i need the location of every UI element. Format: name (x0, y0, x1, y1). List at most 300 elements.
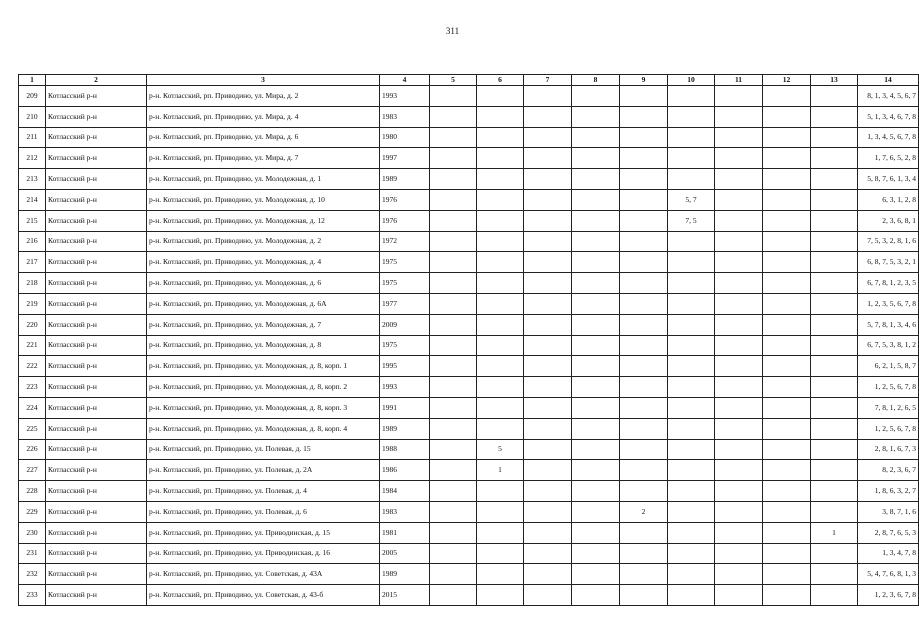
cell-col-5 (430, 293, 477, 314)
cell-year: 1988 (380, 439, 430, 460)
cell-col-7 (524, 522, 572, 543)
cell-col-5 (430, 397, 477, 418)
cell-col-8 (572, 189, 620, 210)
cell-col-9 (620, 460, 668, 481)
cell-row-number: 221 (19, 335, 46, 356)
cell-col-10 (668, 543, 715, 564)
table-row (19, 522, 919, 543)
cell-district: Котласский р-н (46, 377, 147, 398)
cell-col-12 (763, 231, 811, 252)
column-header-4: 4 (380, 75, 430, 86)
cell-year: 1975 (380, 335, 430, 356)
cell-col-6 (477, 189, 524, 210)
cell-col-7 (524, 273, 572, 294)
cell-col-12 (763, 335, 811, 356)
cell-col-12 (763, 522, 811, 543)
cell-row-number: 220 (19, 314, 46, 335)
cell-address: р-н. Котласский, рп. Приводино, ул. Молодежная, д. 8, корп. 3 (147, 397, 380, 418)
cell-col-13 (811, 356, 858, 377)
cell-col-14: 1, 7, 6, 5, 2, 8 (858, 148, 919, 169)
cell-row-number: 215 (19, 210, 46, 231)
cell-district: Котласский р-н (46, 460, 147, 481)
table-row (19, 252, 919, 273)
cell-col-13 (811, 273, 858, 294)
cell-col-13 (811, 189, 858, 210)
cell-col-9 (620, 231, 668, 252)
cell-col-13 (811, 439, 858, 460)
cell-col-10: 5, 7 (668, 189, 715, 210)
cell-district: Котласский р-н (46, 106, 147, 127)
cell-row-number: 217 (19, 252, 46, 273)
cell-col-9 (620, 314, 668, 335)
cell-col-13 (811, 293, 858, 314)
cell-col-7 (524, 127, 572, 148)
cell-district: Котласский р-н (46, 189, 147, 210)
cell-address: р-н. Котласский, рп. Приводино, ул. Молодежная, д. 8, корп. 1 (147, 356, 380, 377)
cell-address: р-н. Котласский, рп. Приводино, ул. Полевая, д. 4 (147, 481, 380, 502)
cell-col-6 (477, 293, 524, 314)
cell-col-12 (763, 564, 811, 585)
cell-col-9: 2 (620, 501, 668, 522)
cell-col-11 (715, 273, 763, 294)
cell-col-10 (668, 314, 715, 335)
cell-year: 1980 (380, 127, 430, 148)
cell-col-10 (668, 522, 715, 543)
cell-address: р-н. Котласский, рп. Приводино, ул. Полевая, д. 15 (147, 439, 380, 460)
cell-col-13: 1 (811, 522, 858, 543)
cell-col-6 (477, 418, 524, 439)
cell-col-10: 7, 5 (668, 210, 715, 231)
cell-row-number: 209 (19, 86, 46, 107)
cell-col-11 (715, 189, 763, 210)
cell-col-7 (524, 314, 572, 335)
cell-col-5 (430, 127, 477, 148)
cell-col-9 (620, 543, 668, 564)
cell-address: р-н. Котласский, рп. Приводино, ул. Молодежная, д. 1 (147, 169, 380, 190)
table-row (19, 543, 919, 564)
cell-col-7 (524, 293, 572, 314)
cell-col-8 (572, 293, 620, 314)
column-header-5: 5 (430, 75, 477, 86)
cell-col-6 (477, 356, 524, 377)
cell-year: 2005 (380, 543, 430, 564)
cell-col-6 (477, 481, 524, 502)
cell-row-number: 210 (19, 106, 46, 127)
cell-col-11 (715, 169, 763, 190)
cell-col-11 (715, 106, 763, 127)
cell-col-11 (715, 418, 763, 439)
cell-col-13 (811, 127, 858, 148)
cell-col-11 (715, 543, 763, 564)
cell-col-8 (572, 377, 620, 398)
cell-address: р-н. Котласский, рп. Приводино, ул. Советская, д. 43-б (147, 585, 380, 606)
cell-address: р-н. Котласский, рп. Приводино, ул. Мира, д. 2 (147, 86, 380, 107)
cell-col-10 (668, 335, 715, 356)
cell-col-12 (763, 86, 811, 107)
table-row (19, 189, 919, 210)
cell-col-11 (715, 148, 763, 169)
cell-district: Котласский р-н (46, 522, 147, 543)
cell-row-number: 233 (19, 585, 46, 606)
column-header-2: 2 (46, 75, 147, 86)
table-row (19, 127, 919, 148)
cell-col-12 (763, 481, 811, 502)
cell-row-number: 222 (19, 356, 46, 377)
cell-col-7 (524, 564, 572, 585)
cell-col-7 (524, 231, 572, 252)
table-row (19, 273, 919, 294)
table-row (19, 106, 919, 127)
cell-col-14: 1, 2, 5, 6, 7, 8 (858, 377, 919, 398)
cell-year: 1989 (380, 169, 430, 190)
cell-col-11 (715, 293, 763, 314)
cell-address: р-н. Котласский, рп. Приводино, ул. Молодежная, д. 6А (147, 293, 380, 314)
cell-year: 1975 (380, 252, 430, 273)
cell-year: 1993 (380, 86, 430, 107)
column-header-14: 14 (858, 75, 919, 86)
cell-col-7 (524, 189, 572, 210)
cell-col-8 (572, 585, 620, 606)
cell-district: Котласский р-н (46, 231, 147, 252)
cell-col-14: 8, 2, 3, 6, 7 (858, 460, 919, 481)
cell-col-13 (811, 418, 858, 439)
cell-row-number: 218 (19, 273, 46, 294)
cell-col-14: 1, 3, 4, 5, 6, 7, 8 (858, 127, 919, 148)
cell-col-9 (620, 564, 668, 585)
cell-col-5 (430, 501, 477, 522)
cell-district: Котласский р-н (46, 273, 147, 294)
cell-year: 1991 (380, 397, 430, 418)
cell-col-13 (811, 335, 858, 356)
cell-col-7 (524, 418, 572, 439)
cell-col-9 (620, 252, 668, 273)
cell-col-6 (477, 397, 524, 418)
cell-col-9 (620, 522, 668, 543)
cell-col-13 (811, 481, 858, 502)
cell-col-6 (477, 252, 524, 273)
cell-col-11 (715, 252, 763, 273)
cell-address: р-н. Котласский, рп. Приводино, ул. Полевая, д. 6 (147, 501, 380, 522)
cell-col-11 (715, 127, 763, 148)
cell-col-8 (572, 335, 620, 356)
cell-year: 1993 (380, 377, 430, 398)
cell-col-5 (430, 439, 477, 460)
cell-year: 1983 (380, 501, 430, 522)
cell-district: Котласский р-н (46, 397, 147, 418)
cell-row-number: 213 (19, 169, 46, 190)
cell-col-12 (763, 418, 811, 439)
cell-col-13 (811, 397, 858, 418)
cell-col-12 (763, 293, 811, 314)
cell-col-12 (763, 585, 811, 606)
cell-col-6 (477, 86, 524, 107)
cell-col-8 (572, 273, 620, 294)
cell-col-10 (668, 231, 715, 252)
cell-year: 1986 (380, 460, 430, 481)
cell-district: Котласский р-н (46, 543, 147, 564)
cell-col-10 (668, 460, 715, 481)
cell-col-7 (524, 377, 572, 398)
cell-col-13 (811, 460, 858, 481)
cell-col-8 (572, 439, 620, 460)
cell-col-9 (620, 481, 668, 502)
column-header-10: 10 (668, 75, 715, 86)
table-row (19, 86, 919, 107)
cell-col-10 (668, 86, 715, 107)
cell-district: Котласский р-н (46, 439, 147, 460)
cell-col-11 (715, 397, 763, 418)
table-row (19, 418, 919, 439)
cell-col-12 (763, 377, 811, 398)
cell-col-11 (715, 460, 763, 481)
table-row (19, 314, 919, 335)
column-header-9: 9 (620, 75, 668, 86)
cell-col-10 (668, 585, 715, 606)
cell-col-8 (572, 106, 620, 127)
cell-col-5 (430, 543, 477, 564)
register-table (18, 74, 919, 606)
table-row (19, 169, 919, 190)
cell-col-7 (524, 106, 572, 127)
table-body (19, 86, 919, 606)
cell-col-7 (524, 86, 572, 107)
cell-col-6 (477, 564, 524, 585)
column-header-7: 7 (524, 75, 572, 86)
cell-col-5 (430, 585, 477, 606)
cell-col-13 (811, 106, 858, 127)
cell-col-8 (572, 169, 620, 190)
cell-col-6 (477, 335, 524, 356)
cell-address: р-н. Котласский, рп. Приводино, ул. Мира, д. 6 (147, 127, 380, 148)
table-row (19, 356, 919, 377)
cell-row-number: 225 (19, 418, 46, 439)
column-header-12: 12 (763, 75, 811, 86)
cell-col-11 (715, 501, 763, 522)
cell-col-5 (430, 564, 477, 585)
cell-col-9 (620, 273, 668, 294)
table-row (19, 501, 919, 522)
cell-col-11 (715, 585, 763, 606)
cell-district: Котласский р-н (46, 210, 147, 231)
cell-year: 2015 (380, 585, 430, 606)
cell-col-10 (668, 127, 715, 148)
cell-col-14: 6, 7, 5, 3, 8, 1, 2 (858, 335, 919, 356)
cell-col-10 (668, 439, 715, 460)
cell-col-8 (572, 481, 620, 502)
cell-col-14: 1, 2, 3, 5, 6, 7, 8 (858, 293, 919, 314)
cell-col-5 (430, 335, 477, 356)
cell-year: 1984 (380, 481, 430, 502)
cell-col-8 (572, 501, 620, 522)
cell-col-5 (430, 481, 477, 502)
cell-col-11 (715, 356, 763, 377)
cell-year: 1977 (380, 293, 430, 314)
table-row (19, 585, 919, 606)
cell-address: р-н. Котласский, рп. Приводино, ул. Молодежная, д. 7 (147, 314, 380, 335)
cell-col-5 (430, 169, 477, 190)
cell-row-number: 230 (19, 522, 46, 543)
cell-address: р-н. Котласский, рп. Приводино, ул. Молодежная, д. 10 (147, 189, 380, 210)
column-header-8: 8 (572, 75, 620, 86)
cell-col-5 (430, 189, 477, 210)
page-number: 311 (445, 26, 460, 36)
cell-col-8 (572, 86, 620, 107)
cell-col-5 (430, 273, 477, 294)
column-header-3: 3 (147, 75, 380, 86)
cell-col-11 (715, 439, 763, 460)
cell-col-6 (477, 377, 524, 398)
cell-col-13 (811, 377, 858, 398)
cell-col-12 (763, 169, 811, 190)
cell-district: Котласский р-н (46, 169, 147, 190)
cell-col-10 (668, 106, 715, 127)
cell-col-12 (763, 127, 811, 148)
cell-col-7 (524, 439, 572, 460)
cell-col-12 (763, 189, 811, 210)
cell-col-9 (620, 148, 668, 169)
cell-year: 1997 (380, 148, 430, 169)
cell-col-13 (811, 231, 858, 252)
cell-address: р-н. Котласский, рп. Приводино, ул. Приводинская, д. 16 (147, 543, 380, 564)
cell-col-9 (620, 86, 668, 107)
cell-col-11 (715, 335, 763, 356)
cell-row-number: 228 (19, 481, 46, 502)
cell-col-14: 5, 8, 7, 6, 1, 3, 4 (858, 169, 919, 190)
column-header-11: 11 (715, 75, 763, 86)
table-row (19, 210, 919, 231)
cell-col-6 (477, 106, 524, 127)
cell-row-number: 214 (19, 189, 46, 210)
cell-col-11 (715, 314, 763, 335)
cell-address: р-н. Котласский, рп. Приводино, ул. Мира, д. 7 (147, 148, 380, 169)
cell-year: 1975 (380, 273, 430, 294)
cell-district: Котласский р-н (46, 252, 147, 273)
cell-col-6: 5 (477, 439, 524, 460)
table-row (19, 148, 919, 169)
cell-col-6 (477, 543, 524, 564)
cell-col-8 (572, 543, 620, 564)
cell-district: Котласский р-н (46, 356, 147, 377)
cell-col-11 (715, 481, 763, 502)
cell-district: Котласский р-н (46, 86, 147, 107)
cell-col-8 (572, 148, 620, 169)
cell-col-8 (572, 564, 620, 585)
cell-district: Котласский р-н (46, 314, 147, 335)
cell-col-10 (668, 377, 715, 398)
cell-col-12 (763, 460, 811, 481)
cell-col-11 (715, 231, 763, 252)
cell-col-8 (572, 356, 620, 377)
cell-row-number: 211 (19, 127, 46, 148)
cell-col-7 (524, 169, 572, 190)
cell-col-6 (477, 522, 524, 543)
cell-year: 1976 (380, 189, 430, 210)
cell-col-10 (668, 148, 715, 169)
cell-district: Котласский р-н (46, 481, 147, 502)
cell-district: Котласский р-н (46, 585, 147, 606)
cell-year: 1995 (380, 356, 430, 377)
cell-col-8 (572, 231, 620, 252)
cell-address: р-н. Котласский, рп. Приводино, ул. Советская, д. 43А (147, 564, 380, 585)
cell-col-12 (763, 252, 811, 273)
cell-col-7 (524, 501, 572, 522)
cell-col-13 (811, 252, 858, 273)
cell-col-14: 3, 8, 7, 1, 6 (858, 501, 919, 522)
cell-address: р-н. Котласский, рп. Приводино, ул. Молодежная, д. 8 (147, 335, 380, 356)
cell-col-8 (572, 127, 620, 148)
cell-row-number: 224 (19, 397, 46, 418)
cell-col-7 (524, 210, 572, 231)
cell-row-number: 212 (19, 148, 46, 169)
cell-col-9 (620, 418, 668, 439)
table-row (19, 397, 919, 418)
cell-col-9 (620, 377, 668, 398)
cell-col-5 (430, 210, 477, 231)
cell-col-10 (668, 418, 715, 439)
cell-col-10 (668, 501, 715, 522)
cell-col-5 (430, 231, 477, 252)
cell-col-6 (477, 273, 524, 294)
cell-col-5 (430, 106, 477, 127)
cell-col-6 (477, 314, 524, 335)
cell-col-14: 7, 5, 3, 2, 8, 1, 6 (858, 231, 919, 252)
table-row (19, 293, 919, 314)
cell-col-6 (477, 169, 524, 190)
cell-col-14: 6, 3, 1, 2, 8 (858, 189, 919, 210)
cell-row-number: 229 (19, 501, 46, 522)
cell-col-7 (524, 148, 572, 169)
cell-col-11 (715, 377, 763, 398)
cell-row-number: 216 (19, 231, 46, 252)
cell-col-12 (763, 210, 811, 231)
cell-col-9 (620, 585, 668, 606)
cell-col-14: 1, 2, 5, 6, 7, 8 (858, 418, 919, 439)
cell-col-13 (811, 210, 858, 231)
cell-address: р-н. Котласский, рп. Приводино, ул. Мира, д. 4 (147, 106, 380, 127)
cell-col-7 (524, 252, 572, 273)
cell-row-number: 219 (19, 293, 46, 314)
cell-col-12 (763, 314, 811, 335)
cell-col-9 (620, 293, 668, 314)
table-row (19, 377, 919, 398)
cell-col-13 (811, 501, 858, 522)
cell-row-number: 227 (19, 460, 46, 481)
cell-address: р-н. Котласский, рп. Приводино, ул. Молодежная, д. 4 (147, 252, 380, 273)
cell-col-14: 1, 8, 6, 3, 2, 7 (858, 481, 919, 502)
cell-col-14: 5, 7, 8, 1, 3, 4, 6 (858, 314, 919, 335)
cell-col-13 (811, 169, 858, 190)
cell-col-5 (430, 377, 477, 398)
cell-col-14: 8, 1, 3, 4, 5, 6, 7 (858, 86, 919, 107)
cell-district: Котласский р-н (46, 335, 147, 356)
cell-year: 1972 (380, 231, 430, 252)
cell-col-7 (524, 460, 572, 481)
cell-year: 1983 (380, 106, 430, 127)
cell-col-10 (668, 356, 715, 377)
column-header-13: 13 (811, 75, 858, 86)
cell-col-12 (763, 543, 811, 564)
cell-col-10 (668, 169, 715, 190)
cell-col-9 (620, 189, 668, 210)
cell-col-8 (572, 210, 620, 231)
cell-col-7 (524, 543, 572, 564)
cell-col-5 (430, 460, 477, 481)
cell-col-11 (715, 522, 763, 543)
cell-col-10 (668, 564, 715, 585)
cell-col-5 (430, 356, 477, 377)
cell-col-14: 1, 2, 3, 6, 7, 8 (858, 585, 919, 606)
cell-col-10 (668, 397, 715, 418)
